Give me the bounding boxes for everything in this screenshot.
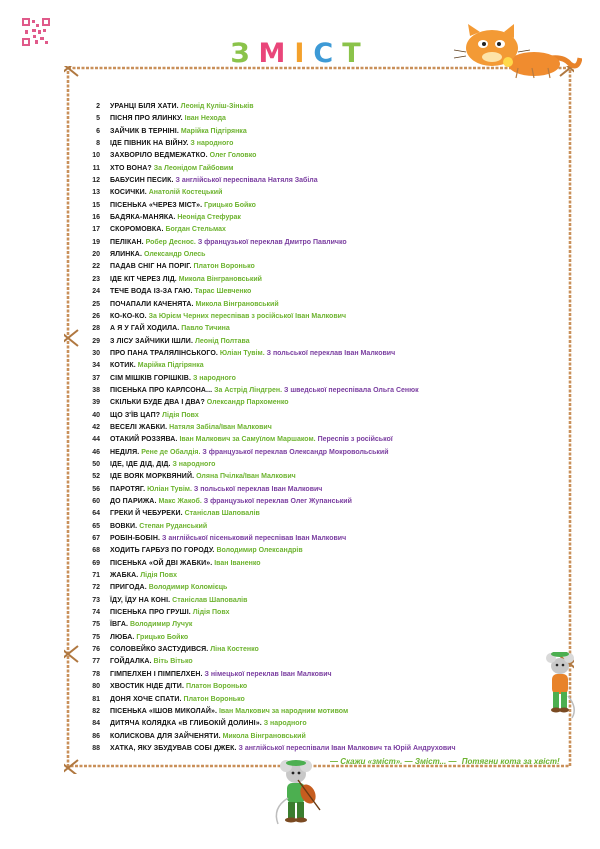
toc-entry <box>92 632 570 644</box>
toc-author: Степан Руданський <box>139 522 208 530</box>
toc-entry <box>92 681 570 693</box>
toc-author: Станіслав Шаповалів <box>184 510 260 518</box>
toc-page-number: 5 <box>96 115 100 123</box>
toc-entry <box>92 150 570 162</box>
toc-title: ГІМПЕЛХЕН І ПІМПЕЛХЕН. <box>110 670 203 678</box>
toc-author: Леонід Куліш-Зіньків <box>180 103 254 110</box>
toc-entry <box>92 410 570 422</box>
toc-translator: З англійської пісеньковий переспівав Іван Малкович <box>162 535 347 543</box>
title-letter: І <box>294 38 314 69</box>
toc-entry <box>92 533 570 545</box>
toc-translator: З шведської переспівала Ольга Сенюк <box>284 386 419 394</box>
toc-author: Тарас Шевченко <box>194 288 252 296</box>
toc-page-number: 74 <box>92 609 100 617</box>
title-letter: Т <box>342 38 370 69</box>
toc-page-number: 82 <box>92 707 100 715</box>
toc-author: Станіслав Шаповалів <box>172 596 248 604</box>
table-of-contents <box>92 101 570 755</box>
toc-page-number: 75 <box>92 621 100 629</box>
toc-title: КОТИК. <box>110 362 136 370</box>
toc-entry <box>92 212 570 224</box>
toc-entry <box>92 200 570 212</box>
toc-title: ПІСЕНЬКА «ОЙ ДВІ ЖАБКИ». <box>110 559 213 567</box>
toc-entry <box>92 582 570 594</box>
toc-entry <box>92 249 570 261</box>
toc-entry <box>92 644 570 656</box>
toc-page-number: 2 <box>96 103 100 110</box>
toc-entry <box>92 348 570 360</box>
toc-author: Леонід Полтава <box>194 337 250 345</box>
toc-entry <box>92 323 570 335</box>
toc-title: КО-КО-КО. <box>110 312 147 320</box>
toc-title: ПІСЕНЬКА ПРО ГРУШІ. <box>110 609 191 617</box>
mouse-with-violin-icon <box>268 758 326 828</box>
toc-page-number: 86 <box>92 732 100 740</box>
toc-title: ОТАКИЙ РОЗЗЯВА. <box>110 436 178 444</box>
toc-author: Лідія Повх <box>162 411 199 419</box>
toc-entry <box>92 422 570 434</box>
toc-page-number: 34 <box>92 362 100 370</box>
toc-author: Микола Вінграновський <box>195 300 279 308</box>
toc-author: За Астрід Ліндгрен. <box>214 386 283 394</box>
toc-entry <box>92 496 570 508</box>
toc-title: ХТО ВОНА? <box>110 164 152 172</box>
toc-author: З народного <box>190 140 234 148</box>
toc-page-number: 28 <box>92 325 100 333</box>
toc-page-number: 37 <box>92 374 100 382</box>
toc-author: За Юрієм Черних переспівав з російської Іван Малкович <box>148 312 347 320</box>
toc-page-number: 25 <box>92 300 100 308</box>
toc-translator: Переспів з російської <box>317 436 393 444</box>
toc-entry <box>92 508 570 520</box>
toc-entry <box>92 607 570 619</box>
toc-page-number: 29 <box>92 337 100 345</box>
toc-author: Володимир Олександрів <box>216 547 303 555</box>
title-letter: З <box>230 38 259 69</box>
toc-translator: З німецької переклав Іван Малкович <box>204 670 332 678</box>
toc-author: Макс Жакоб. <box>158 498 202 505</box>
toc-translator: З англійської переспівала Натяля Забіла <box>175 177 318 185</box>
toc-title: ЩО З'ЇВ ЦАП? <box>110 411 161 419</box>
toc-entry <box>92 706 570 718</box>
toc-entry <box>92 434 570 446</box>
toc-title: ПАДАВ СНІГ НА ПОРІГ. <box>110 263 192 271</box>
toc-title: ЇВГА. <box>110 621 129 629</box>
toc-entry <box>92 373 570 385</box>
toc-page-number: 44 <box>92 436 100 444</box>
mouse-illustration-icon <box>540 652 580 722</box>
toc-author: Марійка Підгірянка <box>180 127 247 135</box>
toc-page-number: 60 <box>92 498 100 505</box>
toc-title: А Я У ГАЙ ХОДИЛА. <box>110 325 180 333</box>
toc-author: Іван Іваненко <box>214 559 261 567</box>
toc-author: Володимир Коломієць <box>148 584 228 592</box>
toc-entry <box>92 619 570 631</box>
toc-author: Рене де Обалдія. <box>141 448 201 456</box>
toc-translator: З польської переклав Іван Малкович <box>266 349 396 357</box>
toc-title: ПІСНЯ ПРО ЯЛИНКУ. <box>110 115 183 123</box>
footer-rhyme <box>330 757 590 766</box>
toc-author: Олександр Пархоменко <box>206 399 289 407</box>
toc-entry <box>96 138 570 150</box>
toc-entry <box>92 311 570 323</box>
toc-page-number: 67 <box>92 535 100 543</box>
toc-entry <box>92 187 570 199</box>
toc-page-number: 13 <box>92 189 100 197</box>
toc-page-number: 80 <box>92 683 100 691</box>
toc-page-number: 12 <box>92 177 100 185</box>
toc-page-number: 11 <box>92 164 100 172</box>
toc-page-number: 23 <box>92 275 100 283</box>
toc-entry <box>92 484 570 496</box>
toc-translator: З французької переклав Олександр Мокровольський <box>202 448 389 456</box>
toc-entry <box>92 656 570 668</box>
toc-entry <box>92 447 570 459</box>
toc-title: ЗАЙЧИК В ТЕРНІНІ. <box>110 127 179 135</box>
toc-title: СІМ МІШКІВ ГОРІШКІВ. <box>110 374 191 382</box>
toc-title: СОЛОВЕЙКО ЗАСТУДИВСЯ. <box>110 646 209 654</box>
toc-entry <box>92 459 570 471</box>
toc-page-number: 17 <box>92 226 100 234</box>
toc-title: РОБІН-БОБІН. <box>110 535 161 543</box>
toc-author: З народного <box>192 374 236 382</box>
toc-author: Грицько Бойко <box>136 633 189 641</box>
toc-author: Микола Вінграновський <box>222 732 306 740</box>
toc-title: ДОНЯ ХОЧЕ СПАТИ. <box>110 695 182 703</box>
toc-entry <box>92 336 570 348</box>
toc-author: Грицько Бойко <box>204 201 256 209</box>
toc-author: Павло Тичина <box>181 325 230 333</box>
toc-title: ПОЧАПАЛИ КАЧЕНЯТА. <box>110 300 194 308</box>
title-letter: С <box>313 38 343 69</box>
toc-entry <box>96 113 570 125</box>
toc-author: Лідія Повх <box>192 609 230 617</box>
toc-title: ІДЕ КІТ ЧЕРЕЗ ЛІД. <box>110 275 177 283</box>
toc-author: Юліан Тувім. <box>219 349 265 357</box>
toc-entry <box>92 175 570 187</box>
toc-author: Іван Малкович за Самуїлом Маршаком. <box>179 436 316 444</box>
toc-page-number: 71 <box>92 572 100 580</box>
toc-entry <box>92 558 570 570</box>
toc-page-number: 52 <box>92 473 100 481</box>
toc-page-number: 42 <box>92 423 100 431</box>
toc-author: Іван Нехода <box>184 115 226 123</box>
toc-author: Оляна Пчілка/Іван Малкович <box>196 473 296 481</box>
toc-entry <box>92 471 570 483</box>
toc-author: Олександр Олесь <box>143 251 206 259</box>
toc-entry <box>92 299 570 311</box>
toc-entry <box>92 718 570 730</box>
toc-entry <box>92 595 570 607</box>
toc-title: ВОВКИ. <box>110 522 138 530</box>
toc-title: БАДЯКА-МАНЯКА. <box>110 214 176 222</box>
toc-title: ІДЕ, ІДЕ ДІД, ДІД. <box>110 460 171 468</box>
toc-author: Платон Воронько <box>193 263 255 271</box>
toc-title: ПРИГОДА. <box>110 584 147 592</box>
toc-page-number: 56 <box>92 485 100 493</box>
toc-page-number: 77 <box>92 658 100 666</box>
toc-entry <box>96 101 570 113</box>
toc-page-number: 22 <box>92 263 100 271</box>
toc-translator: З польської переклав Іван Малкович <box>193 485 323 493</box>
toc-page-number: 15 <box>92 201 100 209</box>
toc-author: Марійка Підгірянка <box>137 362 204 370</box>
toc-page-number: 88 <box>92 744 100 752</box>
toc-page-number: 72 <box>92 584 100 592</box>
toc-page-number: 65 <box>92 522 100 530</box>
cat-illustration-icon <box>452 24 582 80</box>
toc-entry <box>92 731 570 743</box>
toc-author: Богдан Стельмах <box>165 226 226 234</box>
toc-page-number: 75 <box>92 633 100 641</box>
footer-part2: Потягни кота за хвіст! <box>461 757 560 766</box>
toc-entry <box>92 385 570 397</box>
toc-author: З народного <box>172 460 216 468</box>
toc-page-number: 50 <box>92 460 100 468</box>
toc-page-number: 8 <box>96 140 100 148</box>
toc-title: ПІСЕНЬКА «ІШОВ МИКОЛАЙ». <box>110 707 218 715</box>
toc-title: ДО ПАРИЖА. <box>110 498 157 505</box>
toc-title: НЕДІЛЯ. <box>110 448 140 456</box>
toc-entry <box>92 545 570 557</box>
toc-title: ВЕСЕЛІ ЖАБКИ. <box>110 423 168 431</box>
toc-page-number: 40 <box>92 411 100 419</box>
toc-author: Лідія Повх <box>140 572 178 580</box>
toc-author: Платон Воронько <box>183 695 245 703</box>
toc-title: ЛЮБА. <box>110 633 135 641</box>
toc-title: СКІЛЬКИ БУДЕ ДВА І ДВА? <box>110 399 205 407</box>
toc-title: БАБУСИН ПЕСИК. <box>110 177 174 185</box>
toc-entry <box>92 224 570 236</box>
toc-entry <box>92 261 570 273</box>
toc-title: ПРО ПАНА ТРАЛЯЛІНСЬКОГО. <box>110 349 218 357</box>
toc-page-number: 69 <box>92 559 100 567</box>
toc-title: ПАРОТЯГ. <box>110 485 146 493</box>
toc-page-number: 39 <box>92 399 100 407</box>
toc-title: ЖАБКА. <box>110 572 139 580</box>
toc-entry <box>92 669 570 681</box>
toc-title: З ЛІСУ ЗАЙЧИКИ ІШЛИ. <box>110 337 193 345</box>
toc-title: ДИТЯЧА КОЛЯДКА «В ГЛИБОКІЙ ДОЛИНІ». <box>110 720 262 728</box>
toc-page-number: 20 <box>92 251 100 259</box>
toc-translator: З французької переклав Олег Жупанський <box>203 498 352 505</box>
toc-author: Анатолій Костецький <box>148 189 223 197</box>
toc-title: ІДЕ ПІВНИК НА ВІЙНУ. <box>110 140 189 148</box>
toc-page-number: 78 <box>92 670 100 678</box>
toc-page-number: 6 <box>96 127 100 135</box>
toc-entry <box>96 126 570 138</box>
toc-translator: З англійської переспівали Іван Малкович та Юрій Андрухович <box>238 744 456 752</box>
toc-title: ЗАХВОРІЛО ВЕДМЕЖАТКО. <box>110 152 208 160</box>
toc-page-number: 19 <box>92 238 100 246</box>
footer-part1: — Скажи «зміст». — Зміст... — <box>330 757 457 766</box>
toc-entry <box>92 237 570 249</box>
toc-author: Неоніда Стефурак <box>177 214 241 222</box>
toc-page-number: 81 <box>92 695 100 703</box>
toc-title: ГРЕКИ Й ЧЕБУРЕКИ. <box>110 510 183 518</box>
toc-page-number: 16 <box>92 214 100 222</box>
toc-title: ЇДУ, ЇДУ НА КОНІ. <box>110 596 171 604</box>
toc-title: КОЛИСКОВА ДЛЯ ЗАЙЧЕНЯТИ. <box>110 732 221 740</box>
toc-entry <box>92 397 570 409</box>
toc-page-number: 46 <box>92 448 100 456</box>
toc-entry <box>92 521 570 533</box>
toc-title: УРАНЦІ БІЛЯ ХАТИ. <box>110 103 179 110</box>
toc-title: ХАТКА, ЯКУ ЗБУДУВАВ СОБІ ДЖЕК. <box>110 744 237 752</box>
toc-entry <box>92 743 570 755</box>
toc-page-number: 64 <box>92 510 100 518</box>
toc-entry <box>92 274 570 286</box>
toc-entry <box>92 286 570 298</box>
toc-page-number: 38 <box>92 386 100 394</box>
toc-title: ТЕЧЕ ВОДА ІЗ-ЗА ГАЮ. <box>110 288 193 296</box>
toc-title: ПЕЛІКАН. <box>110 238 144 246</box>
toc-title: ПІСЕНЬКА ПРО КАРЛСОНА... <box>110 386 213 394</box>
toc-title: ХВОСТИК НІДЕ ДІТИ. <box>110 683 184 691</box>
toc-author: Ліна Костенко <box>210 646 259 654</box>
toc-entry <box>92 163 570 175</box>
toc-title: СКОРОМОВКА. <box>110 226 164 234</box>
toc-author: Олег Головко <box>209 152 257 160</box>
toc-translator: З французької переклав Дмитро Павличко <box>197 238 347 246</box>
toc-author: Володимир Лучук <box>129 621 193 629</box>
toc-page-number: 68 <box>92 547 100 555</box>
toc-title: ІДЕ ВОЯК МОРКВЯНИЙ. <box>110 473 195 481</box>
toc-title: ГОЙДАЛКА. <box>110 658 152 666</box>
toc-title: ЯЛИНКА. <box>110 251 143 259</box>
toc-author: Робер Деснос. <box>145 238 196 246</box>
toc-author: За Леонідом Гайбовим <box>153 164 234 172</box>
toc-page-number: 73 <box>92 596 100 604</box>
toc-author: Платон Воронько <box>185 683 248 691</box>
toc-page-number: 30 <box>92 349 100 357</box>
toc-page-number: 76 <box>92 646 100 654</box>
toc-author: Натяля Забіла/Іван Малкович <box>169 423 272 431</box>
toc-entry <box>92 694 570 706</box>
toc-author: Юліан Тувім. <box>147 485 192 493</box>
title-letter: М <box>258 38 295 69</box>
toc-author: З народного <box>263 720 307 728</box>
toc-author: Віть Вітько <box>153 658 193 666</box>
toc-page-number: 10 <box>92 152 100 160</box>
toc-title: ПІСЕНЬКА «ЧЕРЕЗ МІСТ». <box>110 201 203 209</box>
toc-page-number: 24 <box>92 288 100 296</box>
toc-page-number: 26 <box>92 312 100 320</box>
toc-title: КОСИЧКИ. <box>110 189 147 197</box>
toc-author: Іван Малкович за народним мотивом <box>218 707 349 715</box>
toc-entry <box>92 360 570 372</box>
toc-page-number: 84 <box>92 720 100 728</box>
toc-title: ХОДИТЬ ГАРБУЗ ПО ГОРОДУ. <box>110 547 215 555</box>
toc-author: Микола Вінграновський <box>178 275 262 283</box>
toc-entry <box>92 570 570 582</box>
